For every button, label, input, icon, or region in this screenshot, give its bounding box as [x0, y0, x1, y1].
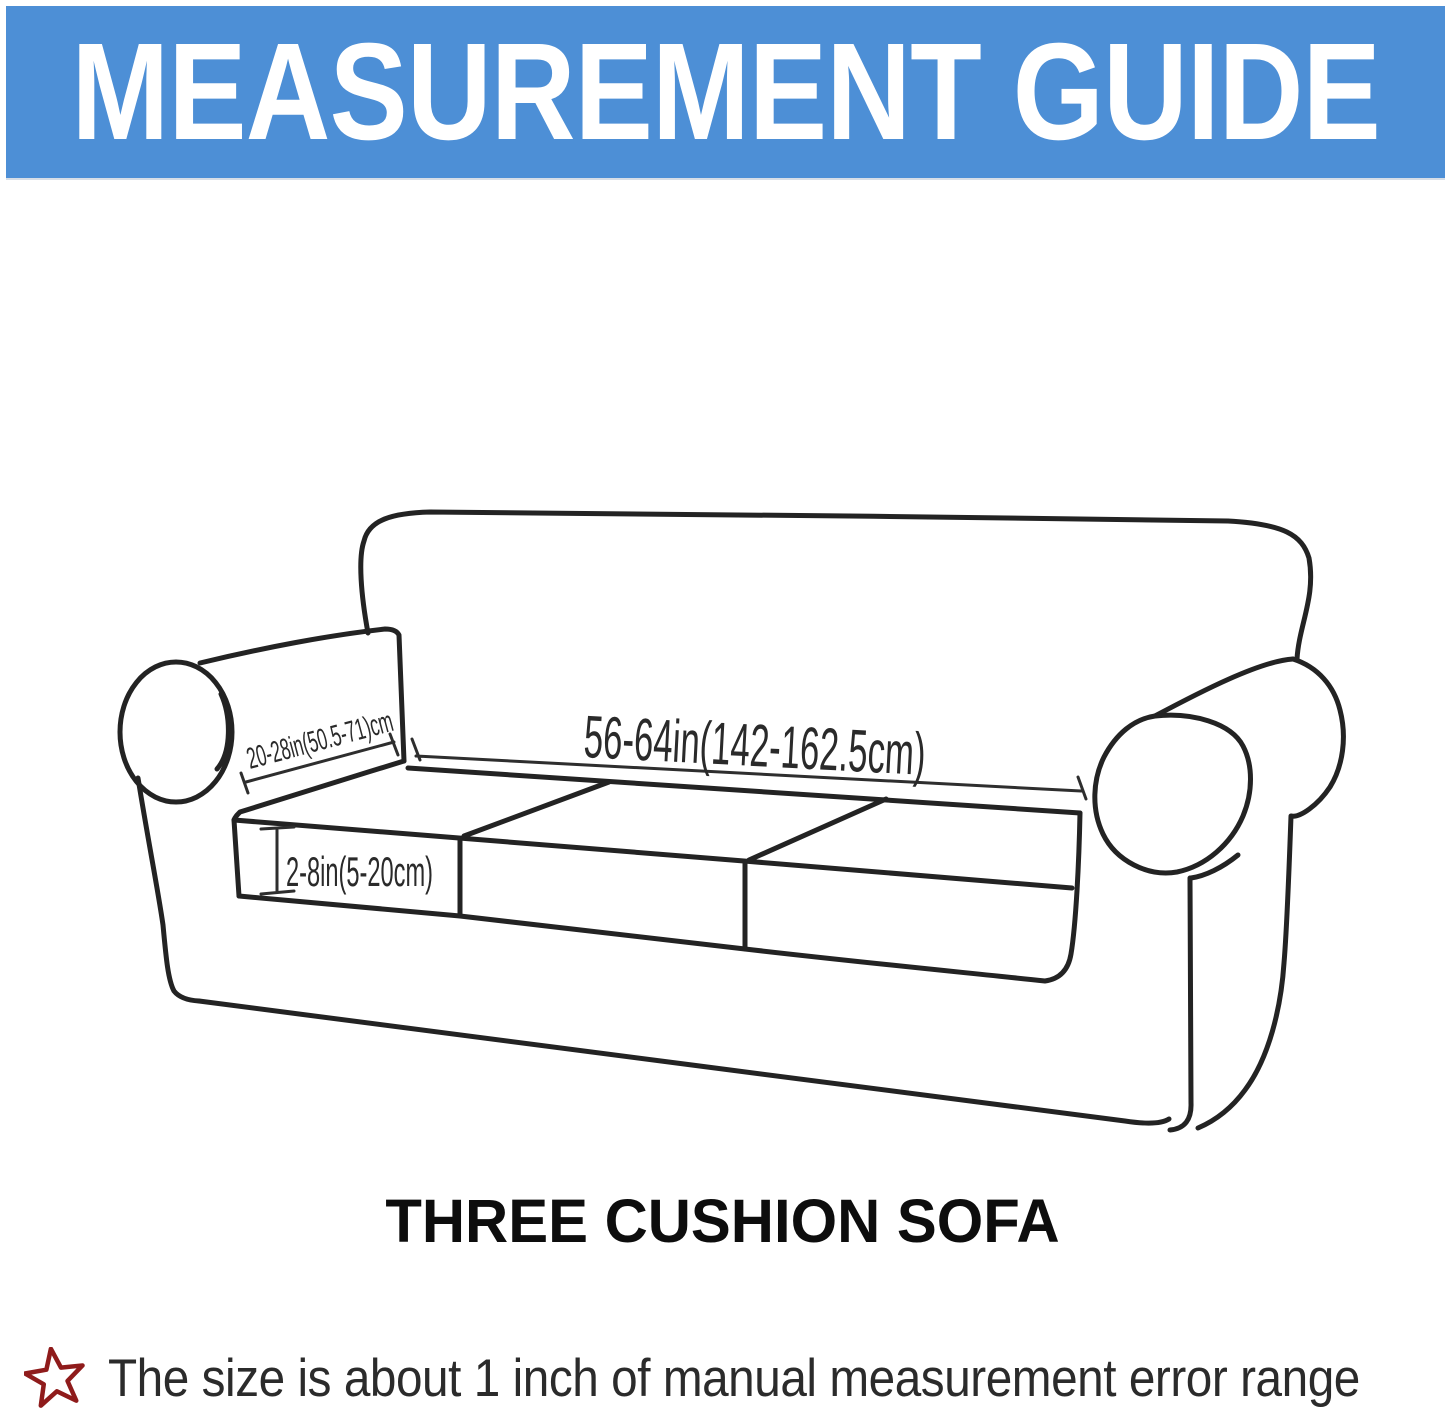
right-arm-top-edge — [1155, 659, 1293, 716]
base-bottom-edge — [199, 1001, 1169, 1123]
cushion-front-bottom — [239, 813, 1080, 981]
star-outline-path — [24, 1347, 86, 1407]
cushion-left-edge — [234, 820, 239, 896]
seat-width-dimension — [412, 703, 1176, 801]
footnote-text: The size is about 1 inch of manual measurement error range — [108, 1348, 1360, 1408]
seat-width-label: 56-64in(142-162.5cm) — [582, 703, 1176, 801]
arm-depth-label: 20-28in(50.5-71)cm — [243, 676, 505, 776]
cushion-height-dimension — [261, 827, 433, 895]
arm-depth-dimension — [241, 676, 505, 793]
sofa-right-arm — [1095, 659, 1344, 1130]
right-arm-outer-edge — [1198, 659, 1343, 1128]
right-arm-front-inner-edge — [1170, 878, 1191, 1130]
sofa-backrest — [361, 512, 1311, 659]
cushion-divider-2 — [745, 799, 886, 949]
right-arm-roll-front — [1095, 715, 1251, 873]
sofa-left-arm — [120, 629, 505, 1001]
banner-title: MEASUREMENT GUIDE — [71, 15, 1380, 169]
left-arm-front-edge — [138, 778, 199, 1001]
diagram-caption: THREE CUSHION SOFA — [385, 1187, 1060, 1255]
footnote — [24, 1342, 1445, 1414]
star-outline-icon — [24, 1347, 86, 1409]
cushion-height-label: 2-8in(5-20cm) — [286, 848, 433, 895]
sofa-base — [199, 1001, 1169, 1123]
backrest-outline — [361, 512, 1311, 659]
